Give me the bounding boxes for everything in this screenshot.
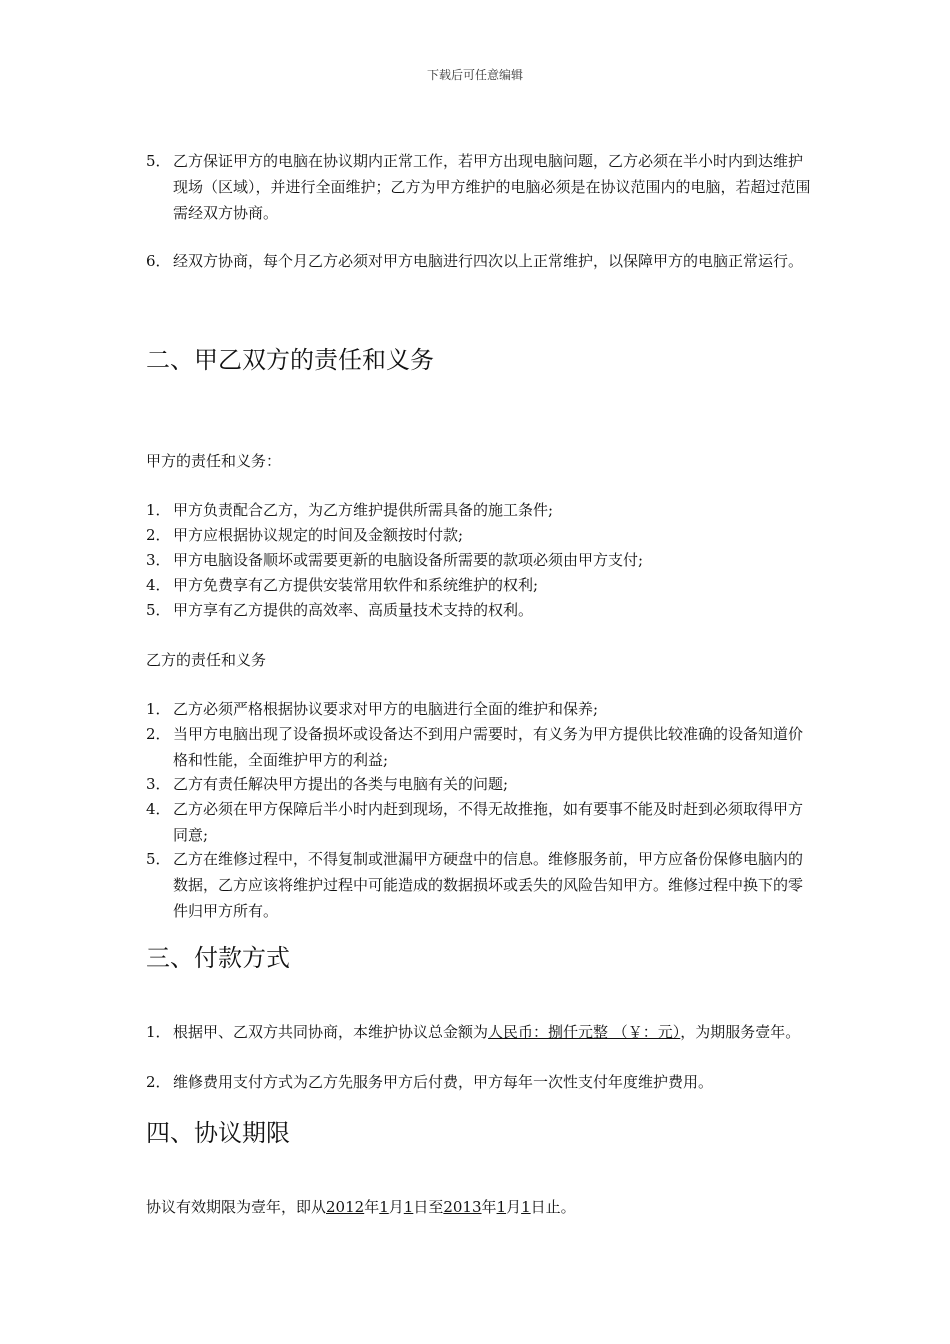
list-text: 乙方必须严格根据协议要求对甲方的电脑进行全面的维护和保养; <box>173 700 599 718</box>
list-item <box>146 696 816 722</box>
list-number: 5． <box>146 601 171 619</box>
party-b-heading: 乙方的责任和义务 <box>146 651 267 669</box>
list-number: 3． <box>146 775 171 793</box>
term-text: 月 <box>506 1198 522 1216</box>
list-item <box>146 771 816 797</box>
term-text: 月 <box>388 1198 404 1216</box>
party-a-heading: 甲方的责任和义务： <box>146 452 282 470</box>
list-number: 2． <box>146 526 171 544</box>
list-item <box>146 572 816 598</box>
start-month: 1 <box>379 1198 389 1216</box>
start-day: 1 <box>403 1198 414 1216</box>
list-number: 1． <box>146 501 171 519</box>
list-item <box>146 248 816 274</box>
list-text: 甲方应根据协议规定的时间及金额按时付款; <box>173 526 464 544</box>
list-number: 2． <box>146 725 171 743</box>
list-text: 甲方负责配合乙方，为乙方维护提供所需具备的施工条件; <box>173 501 554 519</box>
term-text: 日止。 <box>530 1198 576 1216</box>
payment-text-prefix: 根据甲、乙双方共同协商，本维护协议总金额为 <box>173 1023 489 1041</box>
list-number: 1． <box>146 1023 171 1041</box>
section-heading: 二、甲乙双方的责任和义务 <box>146 346 434 374</box>
list-text: 乙方必须在甲方保障后半小时内赶到现场，不得无故推拖，如有要事不能及时赶到必须取得甲方同意; <box>173 800 804 844</box>
section-heading: 四、协议期限 <box>146 1119 290 1147</box>
page-header-note: 下载后可任意编辑 <box>426 68 523 82</box>
term-sentence <box>146 1194 576 1220</box>
list-text: 维修费用支付方式为乙方先服务甲方后付费，甲方每年一次性支付年度维护费用。 <box>173 1073 714 1091</box>
section-heading: 三、付款方式 <box>146 944 290 972</box>
list-item <box>146 1069 816 1095</box>
end-month: 1 <box>496 1198 507 1216</box>
list-item <box>146 547 816 573</box>
list-text: 甲方免费享有乙方提供安装常用软件和系统维护的权利; <box>173 576 539 594</box>
list-text: 甲方享有乙方提供的高效率、高质量技术支持的权利。 <box>173 601 534 619</box>
list-item <box>146 846 816 924</box>
list-text: 甲方电脑设备顺坏或需要更新的电脑设备所需要的款项必须由甲方支付; <box>173 551 644 569</box>
list-item <box>146 148 816 226</box>
list-item <box>146 497 816 523</box>
list-number: 4． <box>146 800 171 818</box>
list-number: 5． <box>146 152 171 170</box>
list-number: 5． <box>146 850 171 868</box>
list-number: 2． <box>146 1073 171 1091</box>
list-text: 当甲方电脑出现了设备损坏或设备达不到用户需要时，有义务为甲方提供比较准确的设备知道价格和性能，全面维护甲方的利益; <box>173 725 804 769</box>
list-number: 1． <box>146 700 171 718</box>
term-text: 日至 <box>413 1198 444 1216</box>
payment-amount: 人民币：捌仟元整 （￥：元） <box>488 1023 681 1041</box>
list-text: 乙方在维修过程中，不得复制或泄漏甲方硬盘中的信息。维修服务前，甲方应备份保修电脑内的数据，乙方应该将维护过程中可能造成的数据损坏或丢失的风险告知甲方。维修过程中换下的零件归甲方所有。 <box>173 850 804 920</box>
list-text <box>146 1019 816 1045</box>
list-item <box>146 522 816 548</box>
list-number: 6． <box>146 252 171 270</box>
term-text: 协议有效期限为壹年，即从 <box>146 1198 327 1216</box>
term-text: 年 <box>364 1198 380 1216</box>
payment-text-suffix: ，为期服务壹年。 <box>680 1023 801 1041</box>
list-item <box>146 1019 816 1045</box>
list-text: 乙方有责任解决甲方提出的各类与电脑有关的问题; <box>173 775 509 793</box>
list-number: 3． <box>146 551 171 569</box>
list-number: 4． <box>146 576 171 594</box>
term-text: 年 <box>481 1198 497 1216</box>
list-item <box>146 597 816 623</box>
end-day: 1 <box>521 1198 531 1216</box>
list-text: 经双方协商，每个月乙方必须对甲方电脑进行四次以上正常维护，以保障甲方的电脑正常运行。 <box>173 252 804 270</box>
start-year: 2012 <box>326 1198 365 1216</box>
list-item <box>146 796 816 848</box>
list-text: 乙方保证甲方的电脑在协议期内正常工作，若甲方出现电脑问题，乙方必须在半小时内到达维护现场（区域），并进行全面维护；乙方为甲方维护的电脑必须是在协议范围内的电脑，若超过范围需经双方协商。 <box>173 152 811 222</box>
list-item <box>146 721 816 773</box>
end-year: 2013 <box>443 1198 482 1216</box>
